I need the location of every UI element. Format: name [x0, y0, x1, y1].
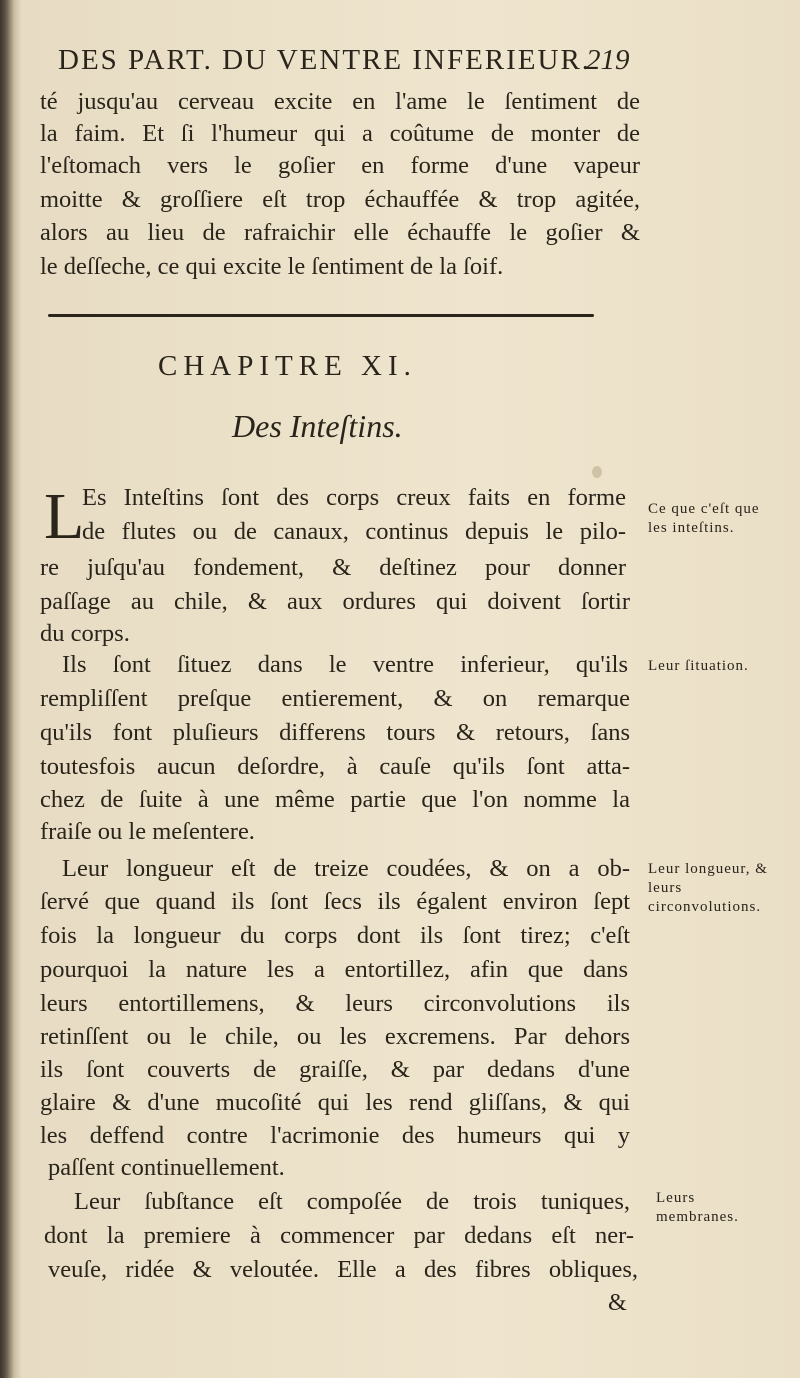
- ink-spot: [190, 934, 197, 941]
- margin-note: Ce que c'eſt que les inteſtins.: [648, 501, 760, 536]
- text-line: pourquoi la nature les a entortillez, afin que dans: [40, 956, 628, 983]
- text-line: Leur longueur eſt de treize coudées, & on a ob-: [62, 855, 630, 882]
- text-line: toutesfois aucun deſordre, à cauſe qu'ils ſont atta-: [40, 753, 630, 780]
- text-line: veuſe, ridée & veloutée. Elle a des fibres obliques,: [48, 1256, 638, 1283]
- catchword: &: [608, 1290, 627, 1316]
- text-line: glaire & d'une mucoſité qui les rend gliſſans, & qui: [40, 1089, 630, 1116]
- text-line: re juſqu'au fondement, & deſtinez pour donner: [40, 554, 626, 581]
- text-line: le deſſeche, ce qui excite le ſentiment de la ſoif.: [40, 253, 504, 280]
- text-line: ils ſont couverts de graiſſe, & par dedans d'une: [40, 1056, 630, 1083]
- text-line: qu'ils font pluſieurs differens tours & retours, ſans: [40, 719, 630, 746]
- text-line: les deffend contre l'acrimonie des humeurs qui y: [40, 1122, 630, 1149]
- binding-shadow: [0, 0, 14, 1378]
- ink-spot: [592, 466, 602, 478]
- drop-cap: L: [44, 480, 85, 553]
- text-line: de flutes ou de canaux, continus depuis le pilo-: [82, 518, 626, 545]
- margin-note: Leur ſituation.: [648, 658, 749, 674]
- text-line: té jusqu'au cerveau excite en l'ame le ſentiment de: [40, 88, 640, 115]
- text-line: chez de ſuite à une même partie que l'on nomme la: [40, 786, 630, 813]
- text-line: la faim. Et ſi l'humeur qui a coûtume de monter de: [40, 120, 640, 147]
- text-line: Leur ſubſtance eſt compoſée de trois tuniques,: [74, 1188, 630, 1215]
- text-line: ſervé que quand ils ſont ſecs ils égalent environ ſept: [40, 888, 630, 915]
- text-line: retinſſent ou le chile, ou les excremens. Par dehors: [40, 1023, 630, 1050]
- text-line: du corps.: [40, 620, 130, 647]
- text-line: Ils ſont ſituez dans le ventre inferieur, qu'ils: [62, 651, 628, 678]
- page-number: 219: [586, 44, 630, 76]
- text-line: fraiſe ou le meſentere.: [40, 818, 255, 845]
- running-head: DES PART. DU VENTRE INFERIEUR.: [58, 44, 592, 76]
- text-line: alors au lieu de rafraichir elle échauffe le goſier &: [40, 219, 640, 246]
- margin-note: Leurs membranes.: [656, 1190, 739, 1225]
- chapter-subtitle: Des Inteſtins.: [232, 408, 403, 444]
- text-line: moitte & groſſiere eſt trop échauffée & trop agitée,: [40, 186, 640, 213]
- text-line: leurs entortillemens, & leurs circonvolutions ils: [40, 990, 630, 1017]
- chapter-title: CHAPITRE XI.: [158, 350, 417, 382]
- text-line: paſſage au chile, & aux ordures qui doivent ſortir: [40, 588, 630, 615]
- text-line: rempliſſent preſque entierement, & on remarque: [40, 685, 630, 712]
- text-line: fois la longueur du corps dont ils ſont tirez; c'eſt: [40, 922, 630, 949]
- text-line: paſſent continuellement.: [48, 1154, 285, 1181]
- text-line: Es Inteſtins ſont des corps creux faits en forme: [82, 484, 626, 511]
- section-rule: [48, 314, 594, 317]
- text-line: dont la premiere à commencer par dedans eſt ner-: [44, 1222, 634, 1249]
- text-line: l'eſtomach vers le goſier en forme d'une vapeur: [40, 152, 640, 179]
- margin-note: Leur longueur, & leurs circonvolutions.: [648, 861, 768, 915]
